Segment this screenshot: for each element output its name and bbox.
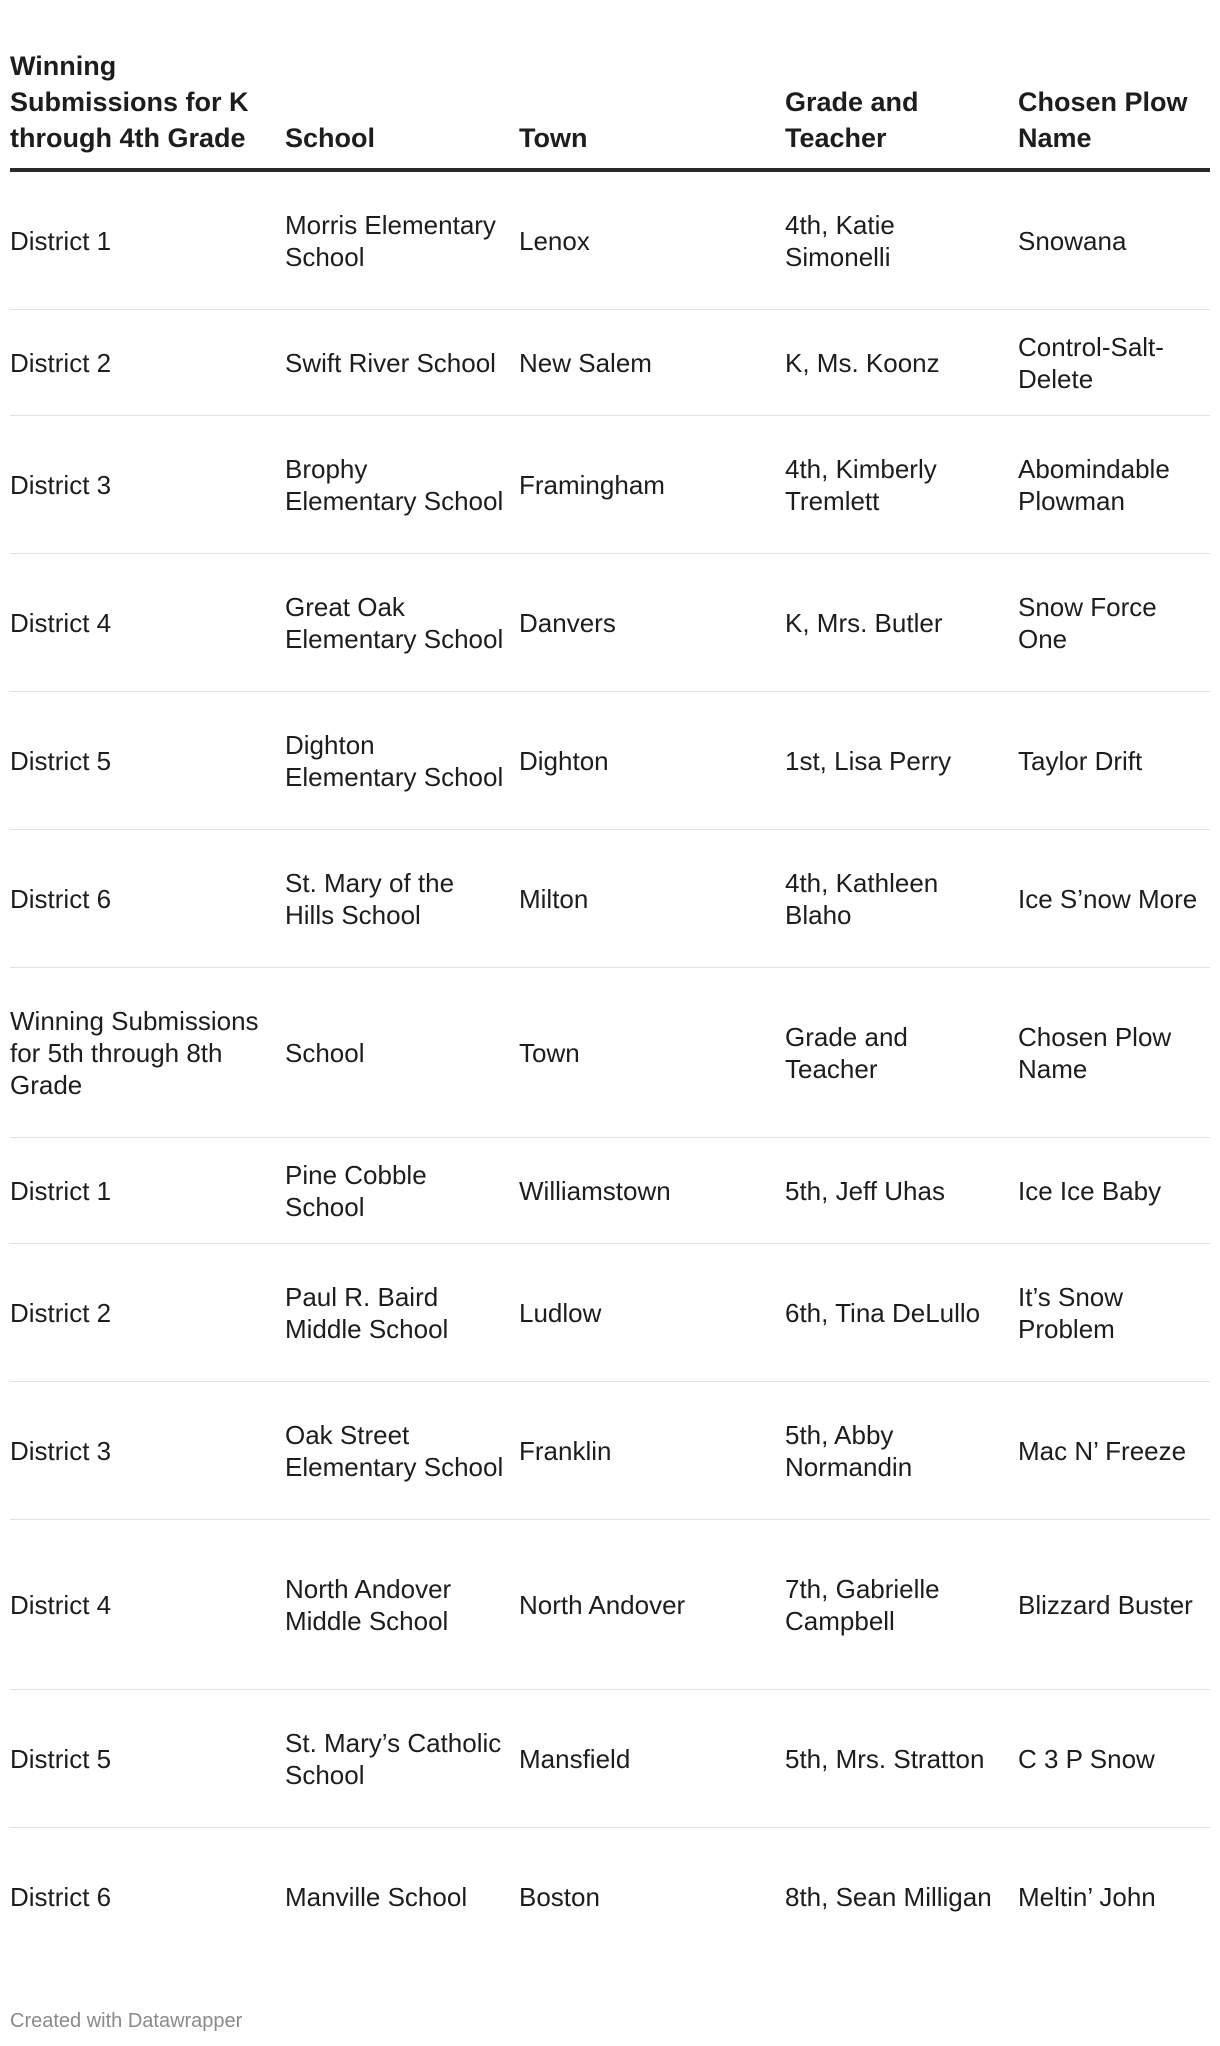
- cell-school: North Andover Middle School: [285, 1520, 519, 1690]
- cell-school: Pine Cobble School: [285, 1138, 519, 1244]
- cell-district: District 2: [10, 310, 285, 416]
- cell-town: Mansfield: [519, 1690, 785, 1828]
- cell-school: School: [285, 968, 519, 1138]
- cell-plow-name: Mac N’ Freeze: [1018, 1382, 1210, 1520]
- header-school: School: [285, 40, 519, 170]
- table-row: [10, 1244, 1210, 1382]
- cell-plow-name: Abomindable Plowman: [1018, 416, 1210, 554]
- cell-grade-teacher: 6th, Tina DeLullo: [785, 1244, 1018, 1382]
- cell-plow-name: Snow Force One: [1018, 554, 1210, 692]
- table-row: [10, 1382, 1210, 1520]
- datawrapper-credit[interactable]: Created with Datawrapper: [10, 2010, 243, 2032]
- cell-town: Framingham: [519, 416, 785, 554]
- table-row: [10, 692, 1210, 830]
- table-row: [10, 1138, 1210, 1244]
- header-town: Town: [519, 40, 785, 170]
- table-row: [10, 1690, 1210, 1828]
- cell-grade-teacher: 8th, Sean Milligan: [785, 1881, 992, 1912]
- cell-district: District 2: [10, 1244, 285, 1382]
- cell-grade-teacher: 1st, Lisa Perry: [785, 692, 1018, 830]
- cell-school: Brophy Elementary School: [285, 416, 519, 554]
- table-body: [10, 170, 1210, 1965]
- cell-district: Winning Submissions for 5th through 8th Grade: [10, 968, 285, 1138]
- table-row: [10, 416, 1210, 554]
- table-row: [10, 1520, 1210, 1690]
- cell-plow-name: Taylor Drift: [1018, 692, 1210, 830]
- table-row: [10, 310, 1210, 416]
- cell-district: District 3: [10, 1382, 285, 1520]
- cell-district: District 4: [10, 554, 285, 692]
- cell-grade-teacher: Grade and Teacher: [785, 968, 1018, 1138]
- cell-district: District 1: [10, 1138, 285, 1244]
- cell-plow-name: Ice S’now More: [1018, 830, 1210, 968]
- cell-town: Boston: [519, 1881, 600, 1912]
- header-row: [10, 40, 1210, 170]
- header-category: Winning Submissions for K through 4th Grade: [10, 40, 285, 170]
- cell-district: District 5: [10, 692, 285, 830]
- cell-plow-name: Chosen Plow Name: [1018, 968, 1210, 1138]
- cell-town: New Salem: [519, 310, 785, 416]
- cell-town: Danvers: [519, 554, 785, 692]
- table-row: [10, 170, 1210, 310]
- cell-plow-name: Blizzard Buster: [1018, 1520, 1210, 1690]
- cell-grade-teacher: 5th, Mrs. Stratton: [785, 1690, 1018, 1828]
- cell-plow-name: It’s Snow Problem: [1018, 1244, 1210, 1382]
- cell-school: Morris Elementary School: [285, 170, 519, 310]
- cell-grade-teacher: 4th, Katie Simonelli: [785, 170, 1018, 310]
- cell-district: District 1: [10, 170, 285, 310]
- cell-town: Lenox: [519, 170, 785, 310]
- cell-district: District 6: [10, 830, 285, 968]
- cell-grade-teacher: 5th, Abby Normandin: [785, 1382, 1018, 1520]
- header-plow-name: Chosen Plow Name: [1018, 40, 1210, 170]
- cell-school: Manville School: [285, 1881, 468, 1912]
- cell-district: District 4: [10, 1520, 285, 1690]
- header-grade-teacher: Grade and Teacher: [785, 40, 1018, 170]
- cell-town: Town: [519, 968, 785, 1138]
- cell-school: St. Mary’s Catholic School: [285, 1690, 519, 1828]
- table-row: [10, 1828, 1210, 1966]
- cell-town: North Andover: [519, 1520, 785, 1690]
- cell-plow-name: Snowana: [1018, 170, 1210, 310]
- cell-school: Paul R. Baird Middle School: [285, 1244, 519, 1382]
- cell-school: Dighton Elementary School: [285, 692, 519, 830]
- cell-grade-teacher: K, Ms. Koonz: [785, 310, 1018, 416]
- cell-plow-name: C 3 P Snow: [1018, 1690, 1210, 1828]
- cell-school: St. Mary of the Hills School: [285, 830, 519, 968]
- cell-grade-teacher: K, Mrs. Butler: [785, 554, 1018, 692]
- cell-district: District 6: [10, 1881, 112, 1912]
- cell-grade-teacher: 4th, Kimberly Tremlett: [785, 416, 1018, 554]
- cell-school: Swift River School: [285, 310, 519, 416]
- cell-town: Ludlow: [519, 1244, 785, 1382]
- table-row: [10, 830, 1210, 968]
- cell-school: Great Oak Elementary School: [285, 554, 519, 692]
- cell-plow-name: Control-Salt-Delete: [1018, 310, 1210, 416]
- winners-table: [10, 40, 1210, 1965]
- cell-town: Williamstown: [519, 1138, 785, 1244]
- section-header-row: [10, 968, 1210, 1138]
- cell-plow-name: Ice Ice Baby: [1018, 1138, 1210, 1244]
- cell-town: Dighton: [519, 692, 785, 830]
- cell-grade-teacher: 5th, Jeff Uhas: [785, 1138, 1018, 1244]
- cell-school: Oak Street Elementary School: [285, 1382, 519, 1520]
- cell-district: District 3: [10, 416, 285, 554]
- table-row: [10, 554, 1210, 692]
- table-header: [10, 40, 1210, 170]
- cell-town: Milton: [519, 830, 785, 968]
- cell-grade-teacher: 4th, Kathleen Blaho: [785, 830, 1018, 968]
- cell-grade-teacher: 7th, Gabrielle Campbell: [785, 1520, 1018, 1690]
- cell-plow-name: Meltin’ John: [1018, 1881, 1156, 1912]
- cell-town: Franklin: [519, 1382, 785, 1520]
- cell-district: District 5: [10, 1690, 285, 1828]
